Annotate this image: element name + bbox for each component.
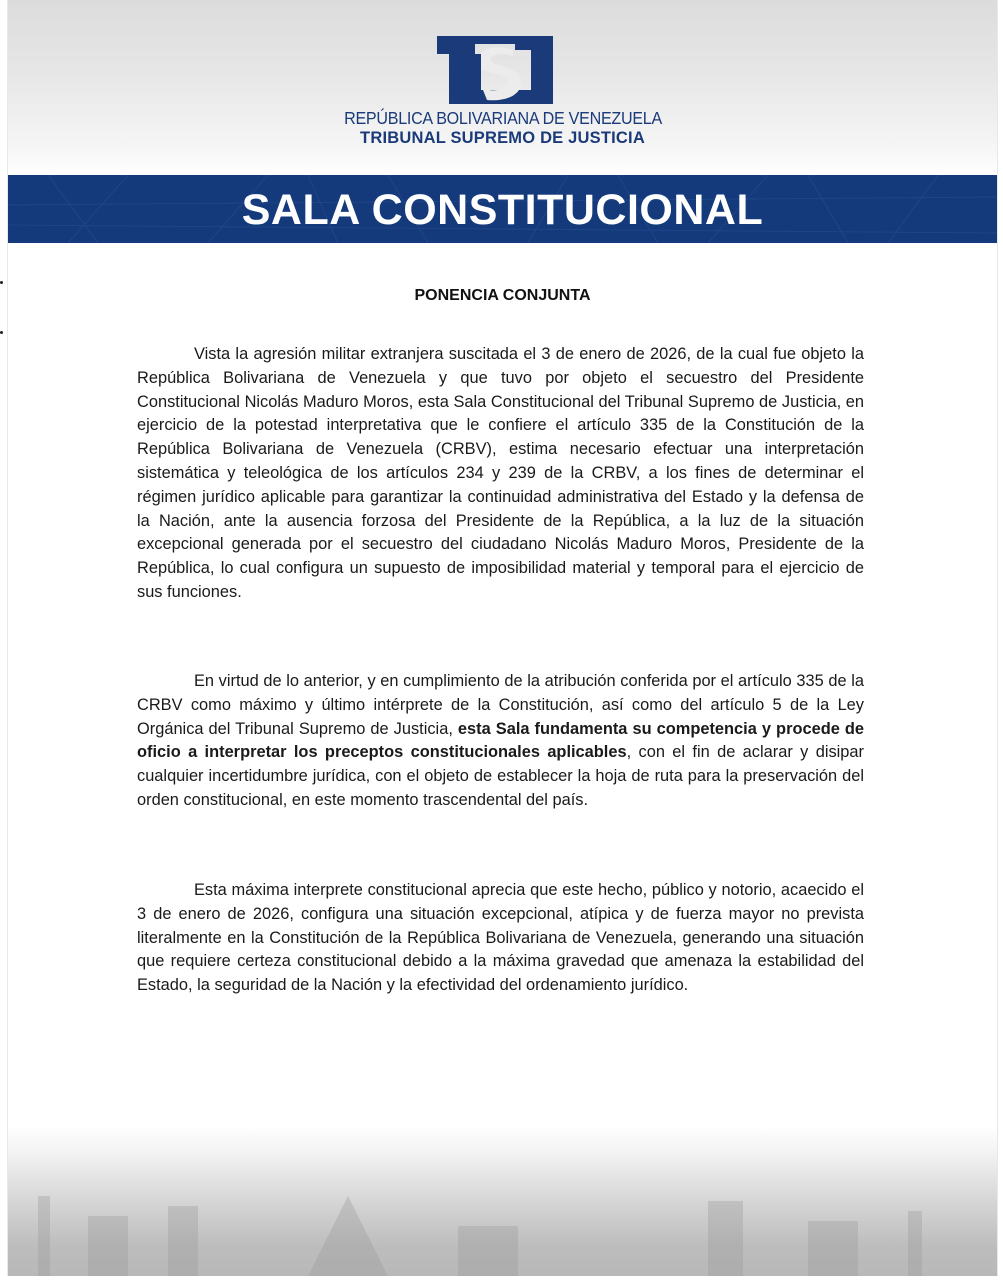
institution-name: TRIBUNAL SUPREMO DE JUSTICIA (360, 129, 645, 147)
tsj-logo (437, 36, 553, 104)
footer-pattern (8, 1126, 997, 1276)
paragraph: Vista la agresión militar extranjera suscitada el 3 de enero de 2026, de la cual fue objeto la República Bolivariana de Venezuela y que tuvo por objeto el secuestro del Presidente Constitucional Nicolás Maduro Moros, esta Sala Constitucional del Tribunal Supremo de Justicia, en ejercicio de la potestad interpretativa que le confiere el artículo 335 de la Constitución de la República Bolivariana de Venezuela (CRBV), estima necesario efectuar una interpretación sistemática y teleológica de los artículos 234 y 239 de la CRBV, a los fines de determinar el régimen jurídico aplicable para garantizar la continuidad administrativa del Estado y la defensa de la Nación, ante la ausencia forzosa del Presidente de la República, a la luz de la situación excepcional generada por el secuestro del ciudadano Nicolás Maduro Moros, Presidente de la República, lo cual configura un supuesto de imposibilidad material y temporal para el ejercicio de sus funciones. (137, 345, 864, 601)
paragraph (137, 670, 864, 813)
banner-title: SALA CONSTITUCIONAL (241, 186, 764, 234)
margin-dot (0, 331, 3, 334)
section-banner (8, 175, 997, 243)
document-page (7, 0, 998, 1276)
document-heading: PONENCIA CONJUNTA (414, 287, 591, 304)
paragraph-text: En virtud de lo anterior, y en cumplimiento de la atribución conferida por el artículo 335 de la CRBV como máximo y último intérprete de la Constitución, así como del artículo 5 de la Ley Orgánica del Tribunal Supremo de Justicia, (137, 672, 864, 738)
footer-decoration (8, 1126, 997, 1276)
paragraph-text: , con el fin de aclarar y disipar cualquier incertidumbre jurídica, con el objeto de establecer la hoja de ruta para la preservación del orden constitucional, en este momento trascendental del país. (137, 743, 864, 809)
letterhead (8, 0, 997, 175)
country-name: REPÚBLICA BOLIVARIANA DE VENEZUELA (344, 108, 662, 128)
paragraph: Esta máxima interprete constitucional aprecia que este hecho, público y notorio, acaecido el 3 de enero de 2026, configura una situación excepcional, atípica y de fuerza mayor no prevista literalmente en la Constitución de la República Bolivariana de Venezuela, generando una situación que requiere certeza constitucional debido a la máxima gravedad que amenaza la estabilidad del Estado, la seguridad de la Nación y la efectividad del ordenamiento jurídico. (137, 881, 864, 995)
paragraph-bold-text: esta Sala fundamenta su competencia y procede de oficio a interpretar los preceptos constitucionales aplicables (137, 719, 864, 762)
margin-dot (0, 281, 3, 284)
